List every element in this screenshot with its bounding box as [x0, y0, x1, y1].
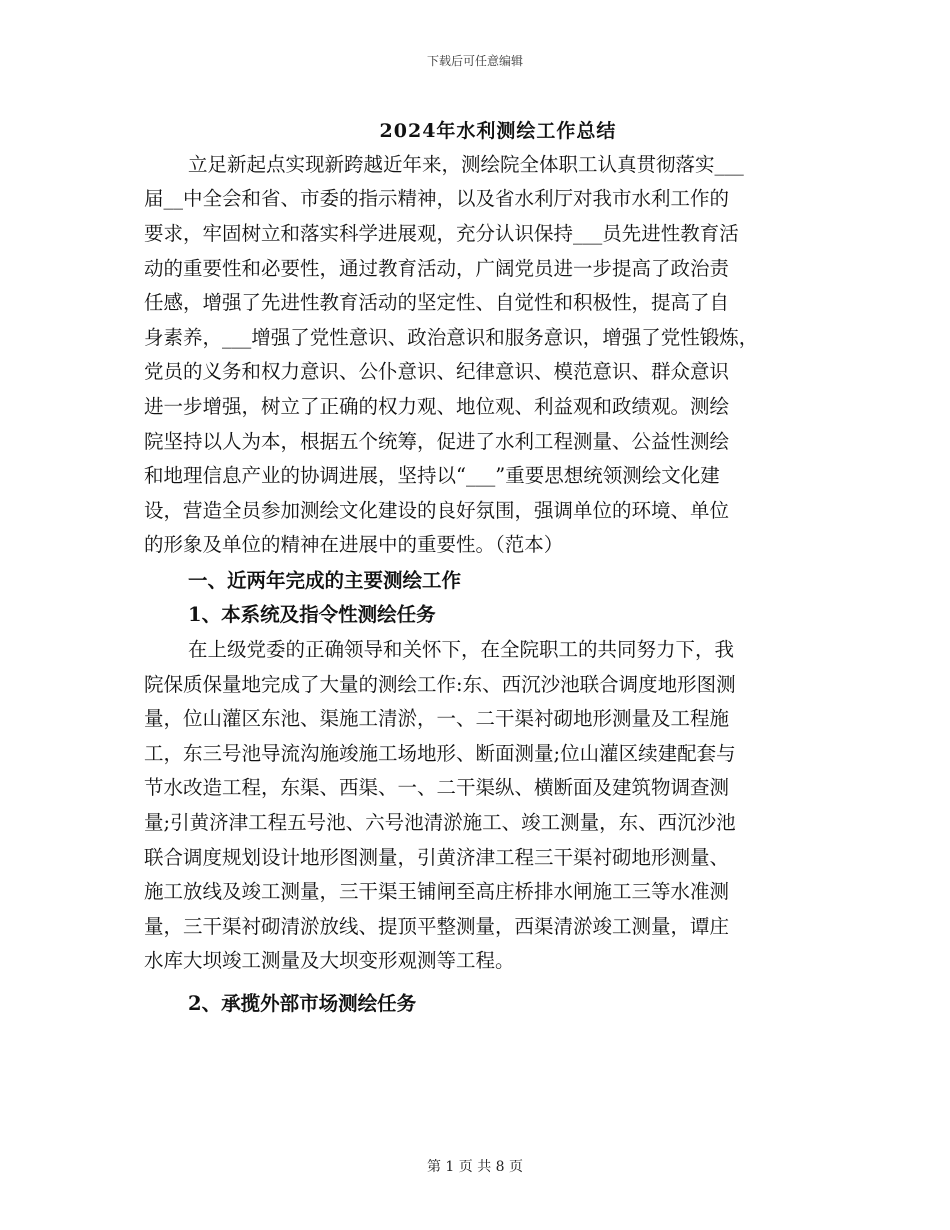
paragraph-line: 立足新起点实现新跨越近年来，测绘院全体职工认真贯彻落实___ — [188, 153, 744, 176]
paragraph-line: 进一步增强，树立了正确的权力观、地位观、利益观和政绩观。测绘 — [144, 395, 730, 418]
subsection-heading: 2、承揽外部市场测绘任务 — [188, 992, 417, 1015]
paragraph-line: 届__中全会和省、市委的指示精神，以及省水利厅对我市水利工作的 — [144, 187, 730, 210]
paragraph-line: 量;引黄济津工程五号池、六号池清淤施工、竣工测量，东、西沉沙池 — [144, 811, 736, 834]
paragraph-line: 动的重要性和必要性，通过教育活动，广阔党员进一步提高了政治责 — [144, 257, 730, 280]
paragraph-line: 在上级党委的正确领导和关怀下，在全院职工的共同努力下，我 — [188, 638, 735, 661]
paragraph-line: 和地理信息产业的协调进展，坚持以“___”重要思想统领测绘文化建 — [144, 464, 720, 487]
page-header: 下载后可任意编辑 — [426, 54, 523, 68]
section-heading: 一、近两年完成的主要测绘工作 — [188, 569, 462, 592]
paragraph-line: 量，三干渠衬砌清淤放线、提顶平整测量，西渠清淤竣工测量，谭庄 — [144, 915, 730, 938]
paragraph-line: 院坚持以人为本，根据五个统筹，促进了水利工程测量、公益性测绘 — [144, 430, 730, 453]
paragraph-line: 党员的义务和权力意识、公仆意识、纪律意识、模范意识、群众意识 — [144, 360, 730, 383]
paragraph-line: 的形象及单位的精神在进展中的重要性。（范本） — [144, 533, 564, 556]
paragraph-line: 工，东三号池导流沟施竣施工场地形、断面测量;位山灌区续建配套与 — [144, 742, 736, 765]
document-title: 2024年水利测绘工作总结 — [379, 120, 617, 142]
paragraph-line: 联合调度规划设计地形图测量，引黄济津工程三干渠衬砌地形测量、 — [144, 846, 730, 869]
paragraph-line: 任感，增强了先进性教育活动的坚定性、自觉性和积极性，提高了自 — [144, 291, 730, 314]
paragraph-line: 要求，牢固树立和落实科学进展观，充分认识保持___员先进性教育活 — [144, 222, 739, 245]
paragraph-line: 身素养，___增强了党性意识、政治意识和服务意识，增强了党性锻炼， — [144, 326, 759, 349]
paragraph-line: 施工放线及竣工测量，三干渠王铺闸至高庄桥排水闸施工三等水准测 — [144, 880, 730, 903]
page-number: 第 1 页 共 8 页 — [426, 1159, 524, 1175]
subsection-heading: 1、本系统及指令性测绘任务 — [188, 603, 436, 626]
paragraph-line: 量，位山灌区东池、渠施工清淤，一、二干渠衬砌地形测量及工程施 — [144, 707, 730, 730]
paragraph-line: 设，营造全员参加测绘文化建设的良好氛围，强调单位的环境、单位 — [144, 499, 730, 522]
paragraph-line: 节水改造工程，东渠、西渠、一、二干渠纵、横断面及建筑物调查测 — [144, 776, 730, 799]
paragraph-line: 院保质保量地完成了大量的测绘工作:东、西沉沙池联合调度地形图测 — [144, 673, 736, 696]
paragraph-line: 水库大坝竣工测量及大坝变形观测等工程。 — [144, 949, 515, 972]
